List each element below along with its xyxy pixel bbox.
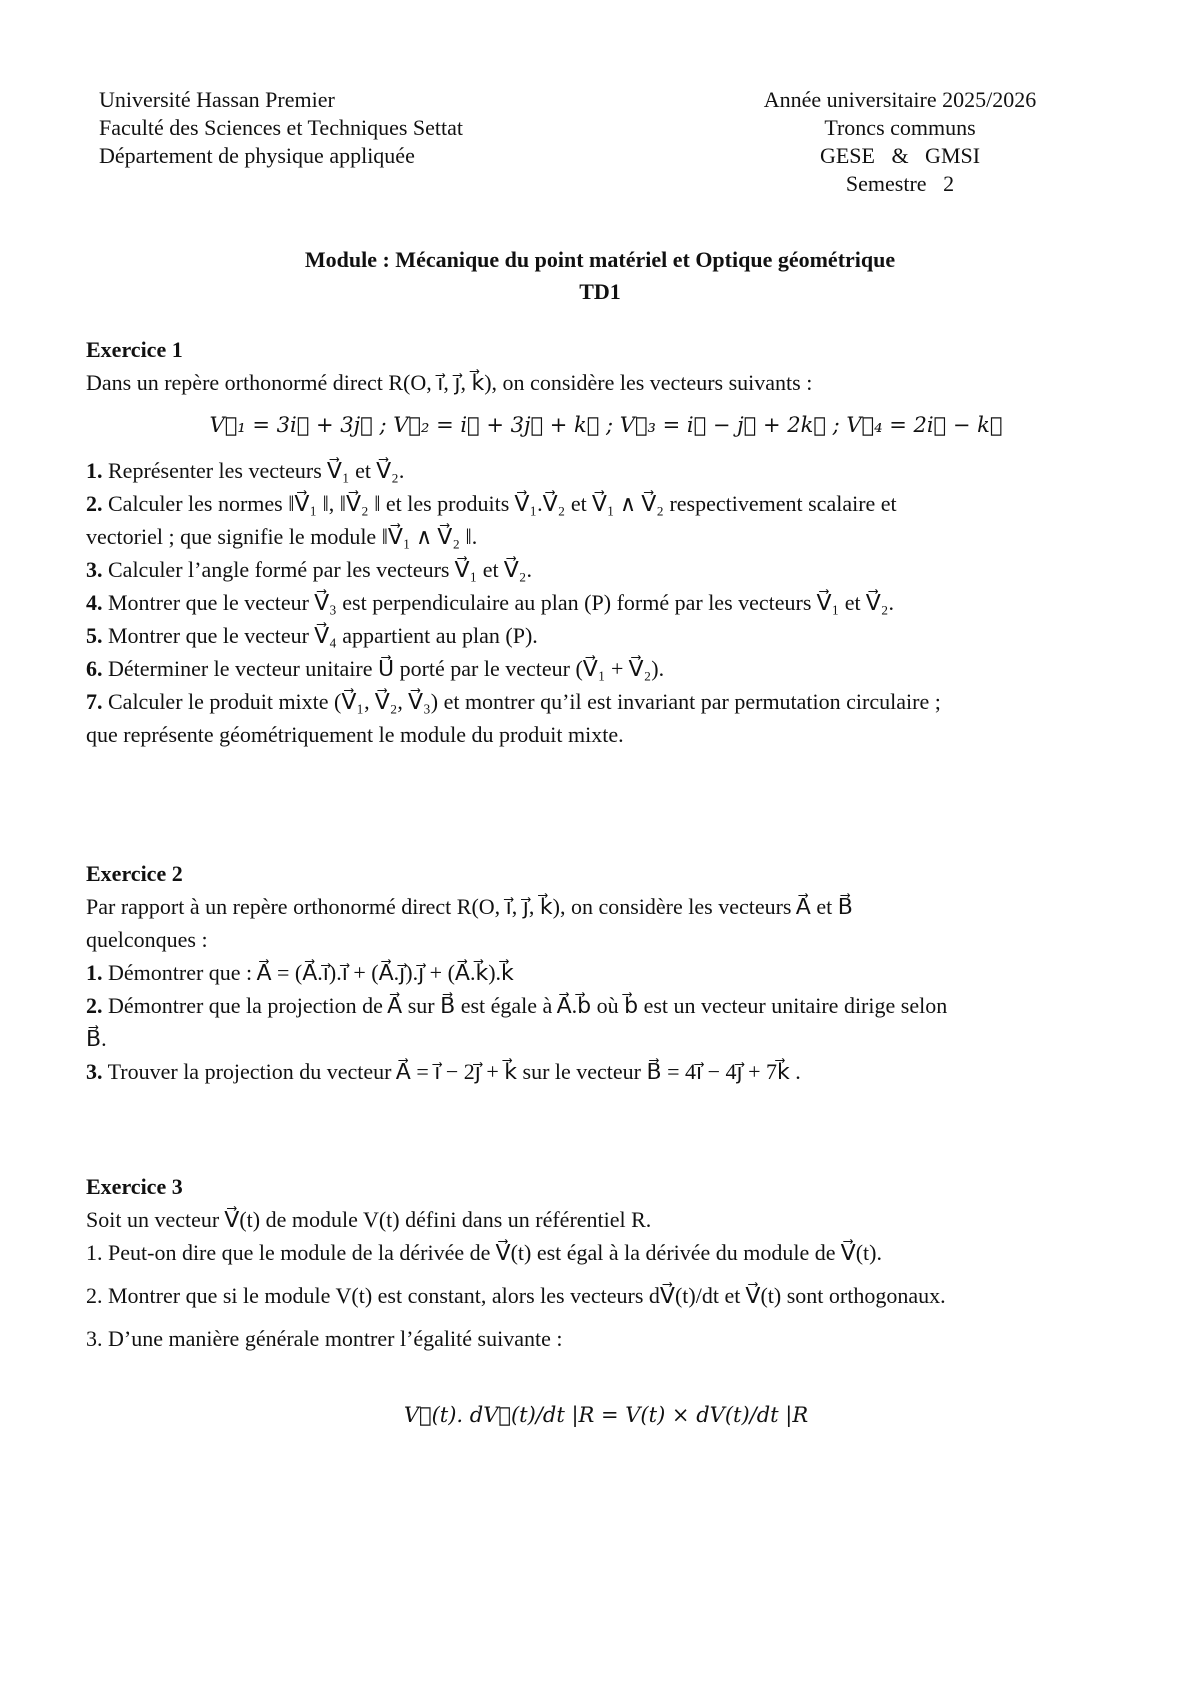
module-title: Module : Mécanique du point matériel et Optique géométrique xyxy=(304,247,896,272)
exercise-2-q1: 1. Démontrer que : A⃗ = (A⃗.i⃗).i⃗ + (A⃗.j⃗).j⃗ + (A⃗.k⃗).k⃗ xyxy=(86,960,514,985)
exercise-2-q2: 2. Démontrer que la projection de A⃗ sur B⃗ est égale à A⃗.b⃗ où b⃗ est un vecteur unitaire dirige selon xyxy=(86,993,948,1018)
document-title xyxy=(0,244,1200,308)
program: Troncs communs xyxy=(824,115,976,140)
exercise-1-q2: 2. Calculer les normes ‖V⃗₁ ‖, ‖V⃗₂ ‖ et les produits V⃗₁.V⃗₂ et V⃗₁ ∧ V⃗₂ respectivement scalaire et xyxy=(86,491,897,516)
exercise-1-heading: Exercice 1 xyxy=(86,337,183,362)
exercise-1-q1: 1. Représenter les vecteurs V⃗₁ et V⃗₂. xyxy=(86,458,405,483)
department-name: Département de physique appliquée xyxy=(99,143,415,168)
faculty-name: Faculté des Sciences et Techniques Settat xyxy=(99,115,463,140)
exercise-2-q2-cont: B⃗. xyxy=(86,1026,107,1051)
exercise-3-intro: Soit un vecteur V⃗(t) de module V(t) défini dans un référentiel R. xyxy=(86,1207,652,1232)
exercise-3-q3: 3. D’une manière générale montrer l’égalité suivante : xyxy=(86,1326,563,1351)
exercise-1-q4: 4. Montrer que le vecteur V⃗₃ est perpendiculaire au plan (P) formé par les vecteurs V⃗₁ et V⃗₂. xyxy=(86,590,894,615)
header-course-info xyxy=(700,86,1100,198)
exercise-2 xyxy=(86,857,1126,1088)
exercise-2-heading: Exercice 2 xyxy=(86,861,183,886)
exercise-3-q2: 2. Montrer que si le module V(t) est constant, alors les vecteurs dV⃗(t)/dt et V⃗(t) sont orthogonaux. xyxy=(86,1283,946,1308)
exercise-1-q7: 7. Calculer le produit mixte (V⃗₁, V⃗₂, V⃗₃) et montrer qu’il est invariant par permutation circulaire ; xyxy=(86,689,941,714)
exercise-1-q3: 3. Calculer l’angle formé par les vecteurs V⃗₁ et V⃗₂. xyxy=(86,557,532,582)
exercise-1-vectors: V⃗₁ = 3i⃗ + 3j⃗ ; V⃗₂ = i⃗ + 3j⃗ + k⃗ ; V⃗₃ = i⃗ − j⃗ + 2k⃗ ; V⃗₄ = 2i⃗ − k⃗ xyxy=(209,413,1003,437)
exercise-1-q5: 5. Montrer que le vecteur V⃗₄ appartient au plan (P). xyxy=(86,623,538,648)
exercise-1-q7-cont: que représente géométriquement le module du produit mixte. xyxy=(86,722,624,747)
exercise-1-q6: 6. Déterminer le vecteur unitaire U⃗ porté par le vecteur (V⃗₁ + V⃗₂). xyxy=(86,656,665,681)
exercise-1-q2-cont: vectoriel ; que signifie le module ‖V⃗₁ ∧ V⃗₂ ‖. xyxy=(86,524,478,549)
td-title: TD1 xyxy=(579,279,621,304)
exercise-3-equation: V⃗(t). dV⃗(t)/dt |R = V(t) × dV(t)/dt |R xyxy=(403,1403,809,1427)
exercise-3-heading: Exercice 3 xyxy=(86,1174,183,1199)
university-name: Université Hassan Premier xyxy=(99,87,335,112)
academic-year: Année universitaire 2025/2026 xyxy=(763,87,1037,112)
semester: Semestre 2 xyxy=(845,171,955,196)
specialities: GESE & GMSI xyxy=(819,143,981,168)
exercise-2-intro-cont: quelconques : xyxy=(86,927,208,952)
exercise-1 xyxy=(86,333,1126,751)
header-institution xyxy=(99,86,463,170)
exercise-3-q1: 1. Peut-on dire que le module de la dérivée de V⃗(t) est égal à la dérivée du module de V⃗(t). xyxy=(86,1240,882,1265)
exercise-1-intro: Dans un repère orthonormé direct R(O, i⃗, j⃗, k⃗), on considère les vecteurs suivants : xyxy=(86,370,813,395)
exercise-3 xyxy=(86,1170,1126,1432)
exercise-2-intro: Par rapport à un repère orthonormé direct R(O, i⃗, j⃗, k⃗), on considère les vecteurs A⃗ et B⃗ xyxy=(86,894,853,919)
exercise-2-q3: 3. Trouver la projection du vecteur A⃗ = i⃗ − 2j⃗ + k⃗ sur le vecteur B⃗ = 4i⃗ − 4j⃗ + 7k⃗ . xyxy=(86,1059,801,1084)
